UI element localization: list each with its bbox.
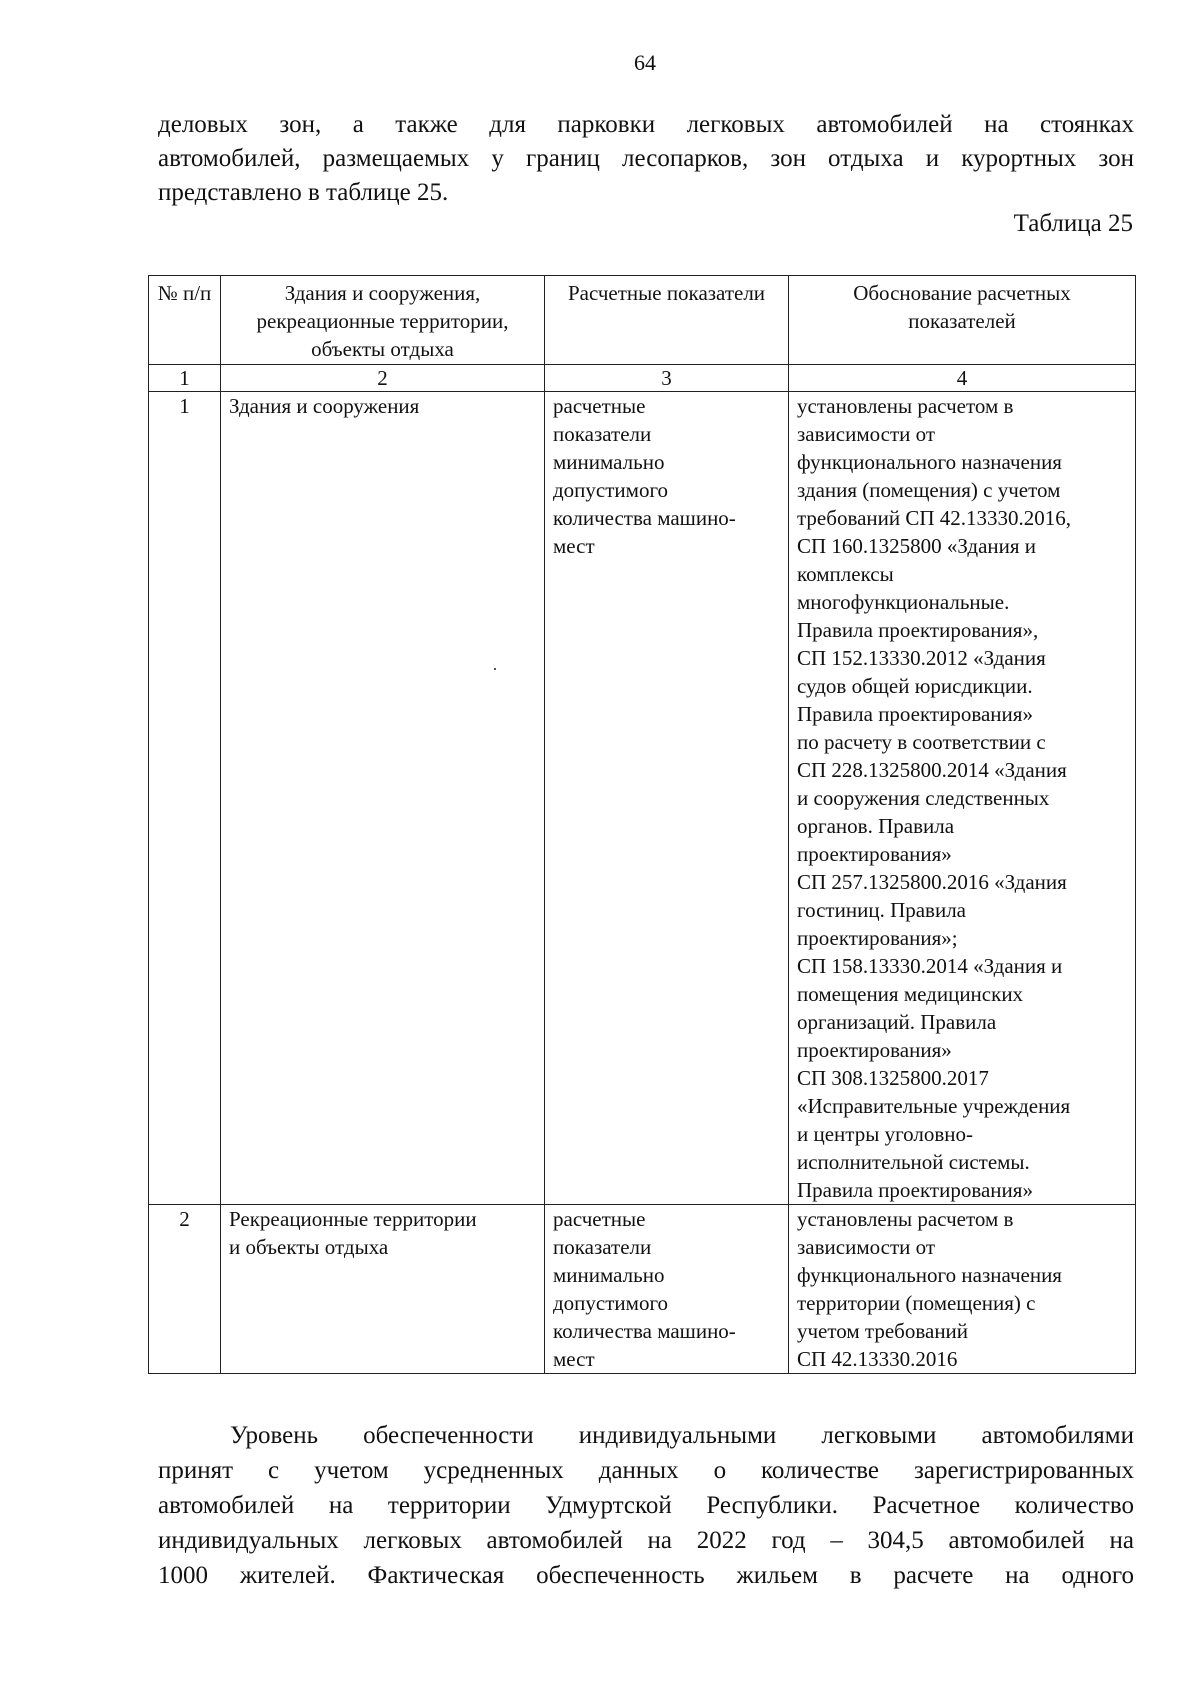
parking-norms-table: [148, 275, 1136, 1374]
table-row: [149, 1205, 1136, 1374]
indicator-line: показатели: [553, 1235, 652, 1259]
basis-line: СП 152.13330.2012 «Здания: [797, 646, 1046, 670]
basis-line: судов общей юрисдикции.: [797, 674, 1033, 698]
basis-line: и центры уголовно-: [797, 1122, 974, 1146]
basis-line: и сооружения следственных: [797, 786, 1050, 810]
basis-line: требований СП 42.13330.2016,: [797, 506, 1072, 530]
basis-line: Правила проектирования»,: [797, 618, 1039, 642]
indicator-line: допустимого: [553, 1291, 669, 1315]
basis-line: СП 257.1325800.2016 «Здания: [797, 870, 1067, 894]
intro-paragraph: [158, 108, 1134, 210]
basis-line: СП 42.13330.2016: [797, 1347, 958, 1371]
basis-line: функционального назначения: [797, 1263, 1062, 1287]
basis-line: СП 228.1325800.2014 «Здания: [797, 758, 1067, 782]
basis-line: по расчету в соответствии с: [797, 730, 1046, 754]
outro-line: Уровень обеспеченности индивидуальными легковыми автомобилями: [230, 1422, 1134, 1449]
basis-line: исполнительной системы.: [797, 1150, 1030, 1174]
basis-line: здания (помещения) с учетом: [797, 478, 1061, 502]
indicator-line: допустимого: [553, 478, 669, 502]
basis-line: проектирования»: [797, 1038, 952, 1062]
row-indicators: [545, 1205, 789, 1374]
outro-line: 1000 жителей. Фактическая обеспеченность жильем в расчете на одного: [158, 1562, 1134, 1589]
row-number: 1: [149, 392, 221, 1205]
basis-line: комплексы: [797, 562, 894, 586]
column-number-row: [149, 365, 1136, 392]
basis-line: зависимости от: [797, 1235, 936, 1259]
outro-line: автомобилей на территории Удмуртской Республики. Расчетное количество: [158, 1492, 1134, 1519]
basis-line: установлены расчетом в: [797, 1207, 1014, 1231]
basis-line: проектирования»;: [797, 926, 958, 950]
row-object: Здания и сооружения: [221, 392, 545, 1205]
basis-line: организаций. Правила: [797, 1010, 997, 1034]
basis-line: гостиниц. Правила: [797, 898, 967, 922]
basis-line: Правила проектирования»: [797, 1178, 1033, 1202]
header-basis: Обоснование расчетных показателей: [789, 276, 1136, 365]
scan-speck: [494, 668, 496, 670]
row-indicators: [545, 392, 789, 1205]
basis-line: «Исправительные учреждения: [797, 1094, 1071, 1118]
column-number: 3: [545, 365, 789, 392]
table-header-row: [149, 276, 1136, 365]
indicator-line: мест: [553, 1347, 595, 1371]
indicator-line: показатели: [553, 422, 652, 446]
indicator-line: расчетные: [553, 1207, 646, 1231]
intro-line: представлено в таблице 25.: [158, 179, 449, 206]
object-line: Рекреационные территории: [229, 1207, 477, 1231]
row-basis: [789, 392, 1136, 1205]
page-number: 64: [634, 50, 656, 75]
column-number: 2: [221, 365, 545, 392]
basis-line: установлены расчетом в: [797, 394, 1014, 418]
basis-line: СП 160.1325800 «Здания и: [797, 534, 1037, 558]
basis-line: проектирования»: [797, 842, 952, 866]
basis-line: СП 158.13330.2014 «Здания и: [797, 954, 1063, 978]
basis-line: помещения медицинских: [797, 982, 1024, 1006]
basis-line: зависимости от: [797, 422, 936, 446]
table-row: [149, 392, 1136, 1205]
outro-line: индивидуальных легковых автомобилей на 2022 год – 304,5 автомобилей на: [158, 1527, 1134, 1554]
object-line: и объекты отдыха: [229, 1235, 389, 1259]
header-indicators: Расчетные показатели: [545, 276, 789, 365]
basis-line: учетом требований: [797, 1319, 969, 1343]
table-caption: Таблица 25: [1013, 210, 1133, 237]
row-object: [221, 1205, 545, 1374]
indicator-line: мест: [553, 534, 595, 558]
basis-line: территории (помещения) с: [797, 1291, 1036, 1315]
column-number: 1: [149, 365, 221, 392]
outro-paragraph: [158, 1418, 1134, 1593]
row-number: 2: [149, 1205, 221, 1374]
basis-line: функционального назначения: [797, 450, 1062, 474]
row-basis: [789, 1205, 1136, 1374]
basis-line: многофункциональные.: [797, 590, 1010, 614]
intro-line: деловых зон, а также для парковки легковых автомобилей на стоянках: [158, 111, 1134, 138]
indicator-line: минимально: [553, 1263, 665, 1287]
basis-line: Правила проектирования»: [797, 702, 1033, 726]
intro-line: автомобилей, размещаемых у границ лесопарков, зон отдыха и курортных зон: [158, 145, 1134, 172]
basis-line: СП 308.1325800.2017: [797, 1066, 989, 1090]
header-object: Здания и сооружения, рекреационные территории, объекты отдыха: [221, 276, 545, 365]
column-number: 4: [789, 365, 1136, 392]
indicator-line: количества машино-: [553, 1319, 736, 1343]
indicator-line: количества машино-: [553, 506, 736, 530]
header-number: № п/п: [149, 276, 221, 365]
basis-line: органов. Правила: [797, 814, 955, 838]
indicator-line: минимально: [553, 450, 665, 474]
indicator-line: расчетные: [553, 394, 646, 418]
outro-line: принят с учетом усредненных данных о количестве зарегистрированных: [158, 1457, 1134, 1484]
